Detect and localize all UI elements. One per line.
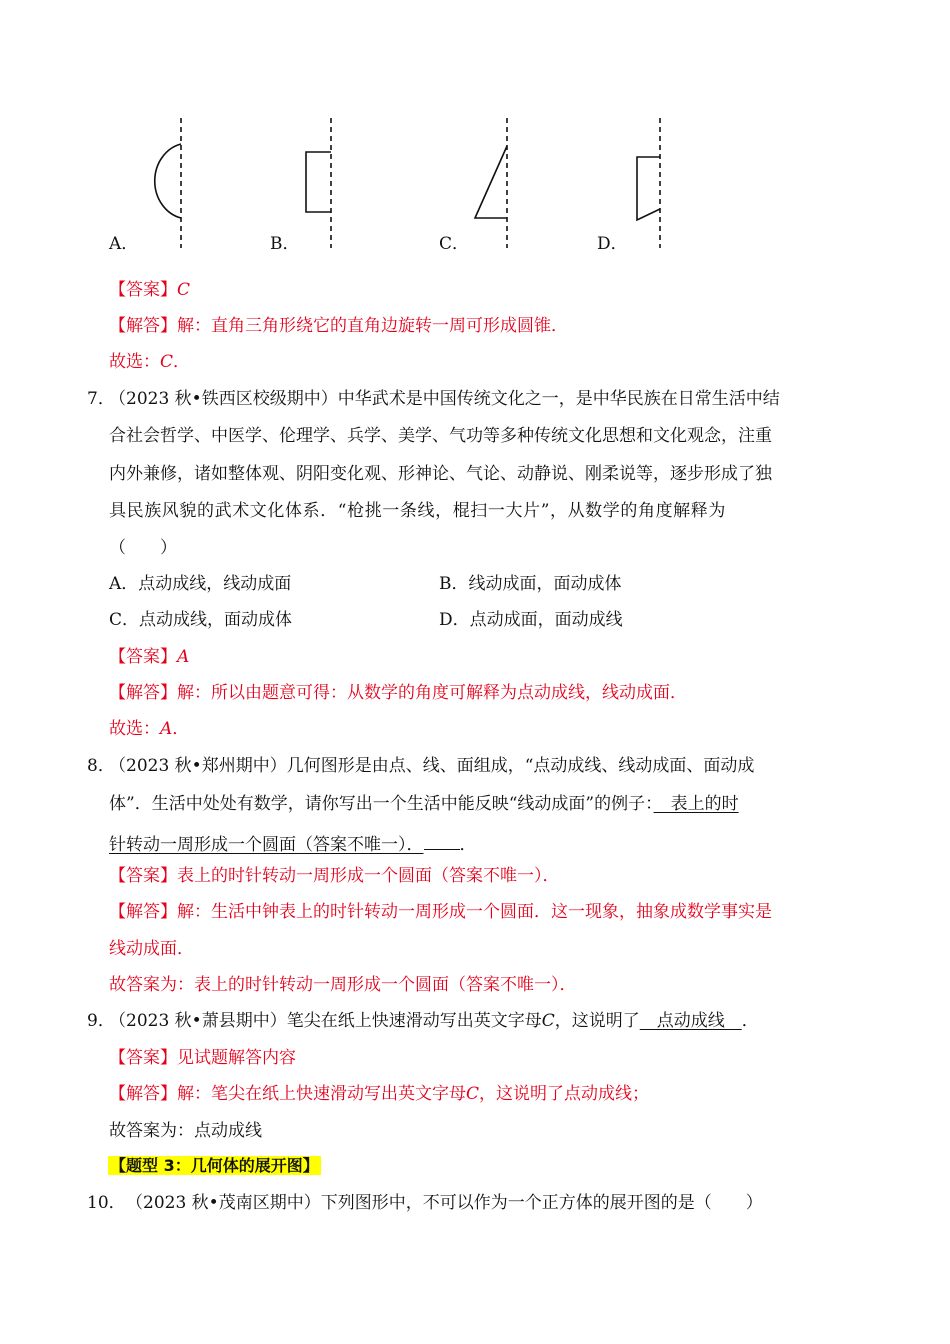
conclusion-value: A xyxy=(160,719,173,739)
q6-option-d-label: D． xyxy=(597,234,628,254)
q8-line-2-text: 体”．生活中处处有数学，请你写出一个生活中能反映“线动成面”的例子： xyxy=(109,794,654,814)
q8-number: 8． xyxy=(87,756,115,776)
answer-text: 表上的时针转动一周形成一个圆面（答案不唯一）． xyxy=(177,866,560,886)
q9-text: （2023 秋•萧县期中）笔尖在纸上快速滑动写出英文字母 xyxy=(109,1011,542,1031)
q6-figures xyxy=(0,112,950,262)
q7-line-1: （2023 秋•铁西区校级期中）中华武术是中国传统文化之一，是中华民族在日常生活中结 xyxy=(109,389,780,409)
q7-line-3: 内外兼修，诸如整体观、阴阳变化观、形神论、气论、动静说、刚柔说等，逐步形成了独 xyxy=(109,464,772,484)
q7-line-2: 合社会哲学、中医学、伦理学、兵学、美学、气功等多种传统文化思想和文化观念，注重 xyxy=(109,426,772,446)
solution-text: 解：所以由题意可得：从数学的角度可解释为点动成线，线动成面． xyxy=(177,683,687,703)
figure-d-trapezoid xyxy=(637,157,660,220)
q7-number: 7． xyxy=(87,389,115,409)
q9-solution xyxy=(109,1082,649,1106)
q6-figure-svg xyxy=(0,112,950,262)
answer-label: 【答案】 xyxy=(109,866,177,886)
figure-c-triangle xyxy=(475,146,507,218)
q9-blank-fill: 点动成线 xyxy=(639,1011,742,1031)
q6-conclusion xyxy=(109,350,190,374)
q9-line-1 xyxy=(109,1009,759,1033)
q8-line-3-suffix: ． xyxy=(459,835,477,855)
solution-label: 【解答】 xyxy=(109,683,177,703)
solution-text: 解：笔尖在纸上快速滑动写出英文字母 xyxy=(177,1084,466,1104)
q8-blank-fill-2: 针转动一周形成一个圆面（答案不唯一）． xyxy=(109,835,424,855)
section-title: 【题型 3：几何体的展开图】 xyxy=(110,1156,319,1175)
q7-option-b: B．线动成面，面动成体 xyxy=(439,574,622,594)
q6-option-b-label: B． xyxy=(270,234,300,254)
q8-line-2 xyxy=(109,792,739,816)
solution-label: 【解答】 xyxy=(109,1084,177,1104)
solution-text-suffix: ，这说明了点动成线； xyxy=(479,1084,650,1104)
conclusion-suffix: ． xyxy=(172,719,190,739)
q7-option-c: C．点动成线，面动成体 xyxy=(109,610,293,630)
conclusion-prefix: 故选： xyxy=(109,352,160,372)
solution-letter: C xyxy=(466,1084,480,1104)
solution-label: 【解答】 xyxy=(109,902,177,922)
q7-solution xyxy=(109,681,687,705)
q8-answer xyxy=(109,864,560,888)
answer-value: C xyxy=(177,280,191,300)
q7-answer xyxy=(109,645,189,669)
answer-label: 【答案】 xyxy=(109,280,177,300)
q8-blank-fill-1: 表上的时 xyxy=(653,794,739,814)
figure-b-rectangle xyxy=(306,152,331,212)
q8-solution xyxy=(109,900,772,924)
q9-answer xyxy=(109,1046,296,1070)
figure-a-semicircle xyxy=(155,144,181,218)
q6-solution xyxy=(109,314,568,338)
q9-number: 9． xyxy=(87,1011,115,1031)
q8-solution-line-2: 线动成面． xyxy=(109,939,194,959)
answer-label: 【答案】 xyxy=(109,647,177,667)
q8-blank-tail xyxy=(424,829,460,850)
q9-text-suffix: ． xyxy=(741,1011,759,1031)
q9-conclusion: 故答案为：点动成线 xyxy=(109,1121,262,1141)
conclusion-value: C xyxy=(160,352,174,372)
q10-number: 10． xyxy=(87,1193,126,1213)
q7-line-5: （ ） xyxy=(109,538,177,558)
q8-line-1: （2023 秋•郑州期中）几何图形是由点、线、面组成，“点动成线、线动成面、面动成 xyxy=(109,756,755,776)
q6-option-a-label: A． xyxy=(109,234,139,254)
answer-value: A xyxy=(177,647,190,667)
q9-letter: C xyxy=(541,1011,555,1031)
q8-line-3 xyxy=(109,829,477,857)
conclusion-suffix: ． xyxy=(173,352,191,372)
solution-text: 解：生活中钟表上的时针转动一周形成一个圆面．这一现象，抽象成数学事实是 xyxy=(177,902,772,922)
q6-option-c-label: C． xyxy=(439,234,470,254)
section-heading xyxy=(108,1154,321,1178)
q7-conclusion xyxy=(109,717,189,741)
q8-conclusion: 故答案为：表上的时针转动一周形成一个圆面（答案不唯一）． xyxy=(109,975,577,995)
q7-line-4: 具民族风貌的武术文化体系．“枪挑一条线，棍扫一大片”，从数学的角度解释为 xyxy=(109,501,726,521)
answer-label: 【答案】 xyxy=(109,1048,177,1068)
q10-line-1: （2023 秋•茂南区期中）下列图形中，不可以作为一个正方体的展开图的是（ ） xyxy=(126,1193,763,1213)
answer-text: 见试题解答内容 xyxy=(177,1048,296,1068)
q6-answer xyxy=(109,278,190,302)
solution-label: 【解答】 xyxy=(109,316,177,336)
conclusion-prefix: 故选： xyxy=(109,719,160,739)
q7-option-a: A．点动成线，线动成面 xyxy=(109,574,292,594)
q9-text-mid: ，这说明了 xyxy=(554,1011,640,1031)
solution-text: 解：直角三角形绕它的直角边旋转一周可形成圆锥． xyxy=(177,316,568,336)
q7-option-d: D．点动成面，面动成线 xyxy=(439,610,623,630)
